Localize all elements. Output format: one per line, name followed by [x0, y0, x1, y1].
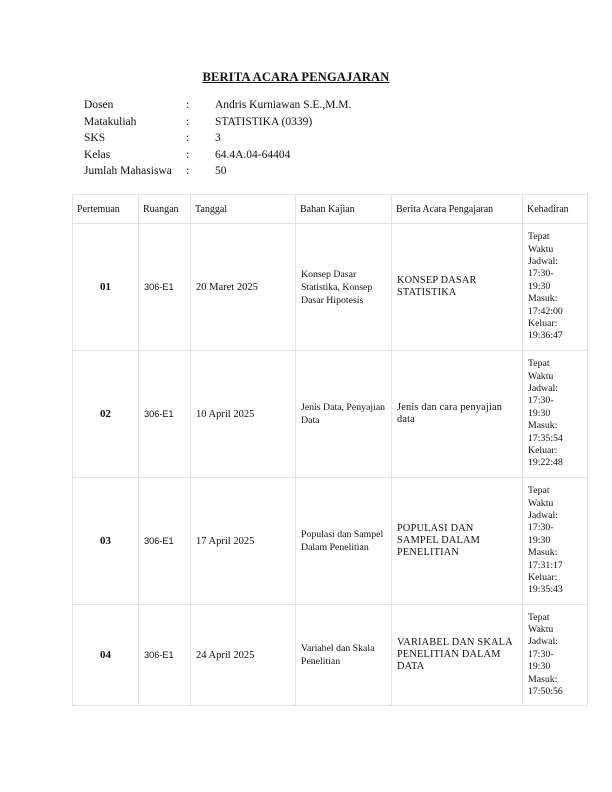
kehadiran-cell: Tepat Waktu Jadwal: 17:30- 19:30 Masuk: 17:35:54 Keluar: 19:22:48	[523, 351, 588, 478]
ruangan-cell: 306-E1	[139, 605, 191, 706]
bahan-kajian-cell: Variabel dan Skala Penelitian	[296, 605, 392, 706]
berita-acara-cell: POPULASI DAN SAMPEL DALAM PENELITIAN	[392, 478, 523, 605]
column-header: Tanggal	[191, 195, 296, 224]
tanggal-cell: 17 April 2025	[191, 478, 296, 605]
bahan-kajian-cell: Jenis Data, Penyajian Data	[296, 351, 392, 478]
info-label: Kelas	[84, 148, 111, 161]
table-row	[73, 351, 588, 478]
info-label: Jumlah Mahasiswa	[84, 165, 172, 177]
bahan-kajian-cell: Konsep Dasar Statistika, Konsep Dasar Hipotesis	[296, 224, 392, 351]
attendance-table	[72, 194, 588, 706]
pertemuan-cell: 02	[73, 351, 139, 478]
info-value: 64.4A.04-64404	[215, 148, 291, 161]
column-header: Bahan Kajian	[296, 195, 392, 224]
column-header: Ruangan	[139, 195, 191, 224]
info-separator: :	[186, 99, 190, 111]
ruangan-cell: 306-E1	[139, 224, 191, 351]
info-separator: :	[186, 115, 190, 128]
column-header: Pertemuan	[73, 195, 139, 224]
info-label: Matakuliah	[84, 115, 137, 128]
info-separator: :	[186, 132, 190, 144]
info-separator: :	[186, 165, 190, 177]
tanggal-cell: 20 Maret 2025	[191, 224, 296, 351]
berita-acara-cell: Jenis dan cara penyajian data	[392, 351, 523, 478]
ruangan-cell: 306-E1	[139, 478, 191, 605]
tanggal-cell: 24 April 2025	[191, 605, 296, 706]
table-row	[73, 478, 588, 605]
info-separator: :	[186, 148, 190, 161]
bahan-kajian-cell: Populasi dan Sampel Dalam Penelitian	[296, 478, 392, 605]
page-title: BERITA ACARA PENGAJARAN	[202, 70, 390, 84]
pertemuan-cell: 01	[73, 224, 139, 351]
column-header: Kehadiran	[523, 195, 588, 224]
berita-acara-cell: KONSEP DASAR STATISTIKA	[392, 224, 523, 351]
berita-acara-cell: VARIABEL DAN SKALA PENELITIAN DALAM DATA	[392, 605, 523, 706]
info-value: 50	[215, 165, 227, 177]
kehadiran-cell: Tepat Waktu Jadwal: 17:30- 19:30 Masuk: 17:31:17 Keluar: 19:35:43	[523, 478, 588, 605]
info-value: STATISTIKA (0339)	[215, 115, 313, 128]
kehadiran-cell: Tepat Waktu Jadwal: 17:30- 19:30 Masuk: 17:42:00 Keluar: 19:36:47	[523, 224, 588, 351]
info-label: SKS	[84, 132, 106, 144]
pertemuan-cell: 04	[73, 605, 139, 706]
table-header-row	[73, 195, 588, 224]
info-label: Dosen	[84, 99, 114, 111]
table-row	[73, 605, 588, 706]
info-value: 3	[215, 132, 221, 144]
pertemuan-cell: 03	[73, 478, 139, 605]
table-row	[73, 224, 588, 351]
info-value: Andris Kurniawan S.E.,M.M.	[215, 99, 352, 111]
ruangan-cell: 306-E1	[139, 351, 191, 478]
column-header: Berita Acara Pengajaran	[392, 195, 523, 224]
kehadiran-cell: Tepat Waktu Jadwal: 17:30- 19:30 Masuk: 17:50:56	[523, 605, 588, 706]
tanggal-cell: 10 April 2025	[191, 351, 296, 478]
